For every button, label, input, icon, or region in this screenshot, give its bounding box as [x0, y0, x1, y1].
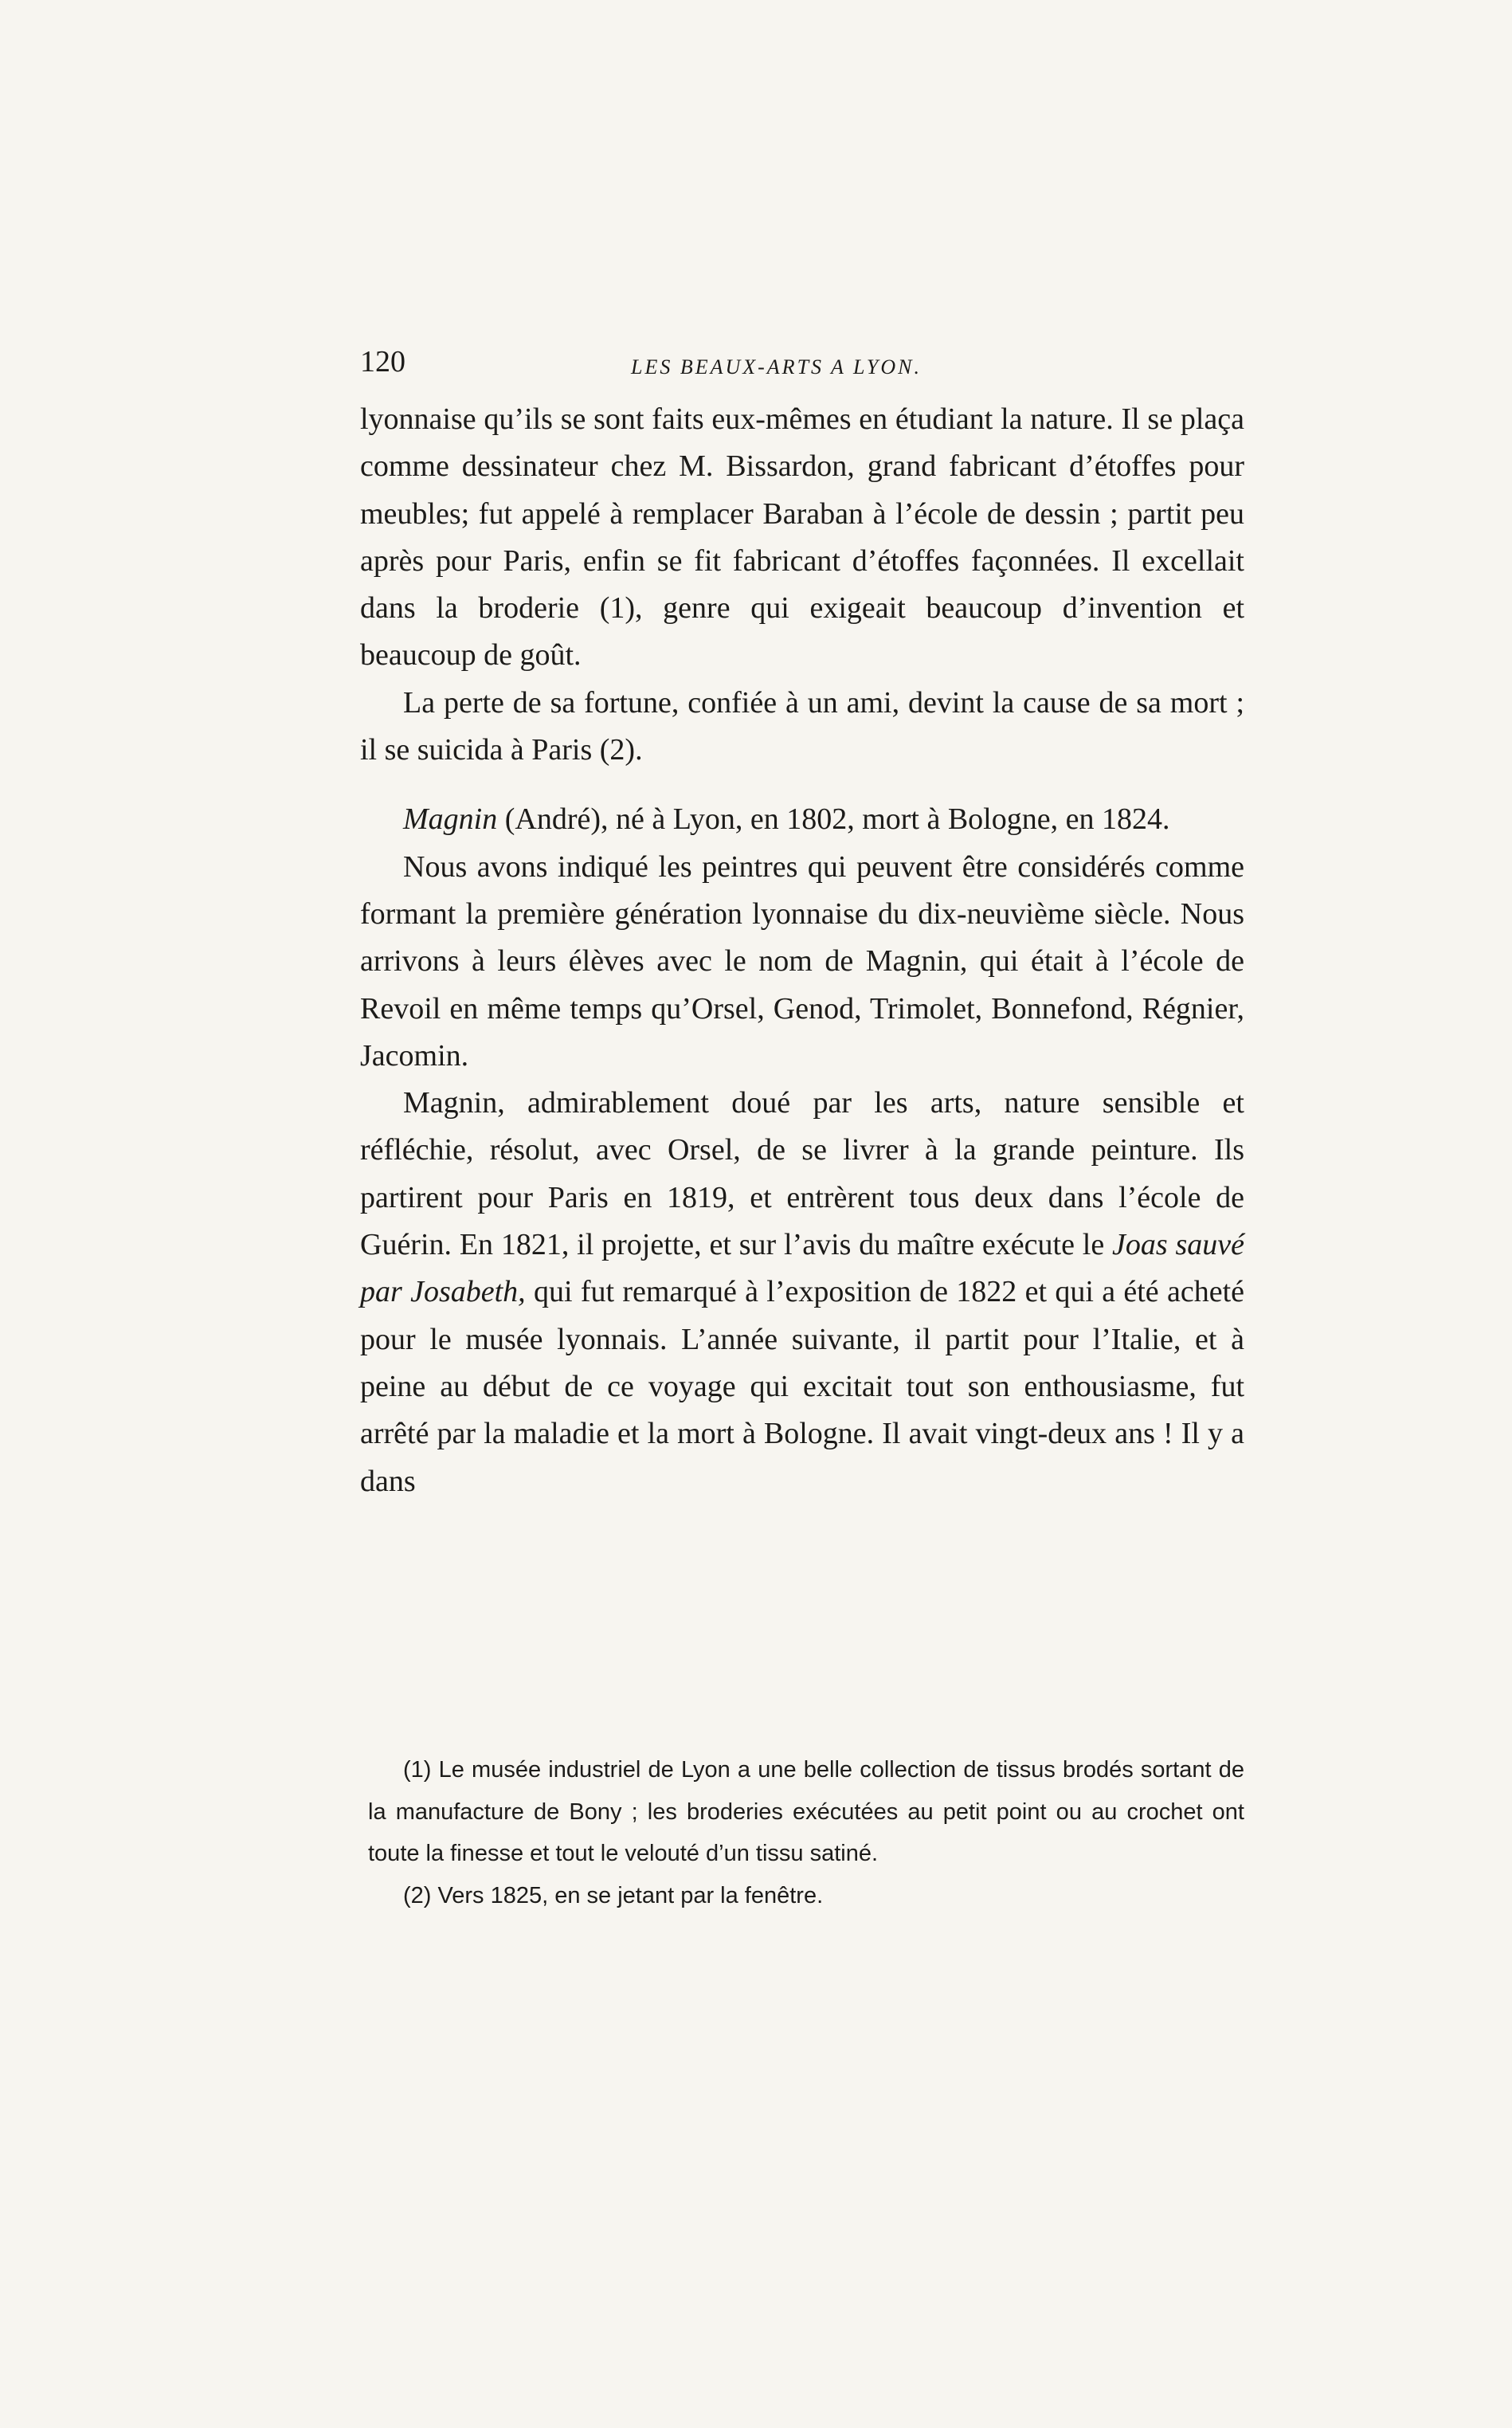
running-title: LES BEAUX-ARTS A LYON. — [631, 355, 922, 379]
entry-name: Magnin — [403, 802, 498, 837]
footnote-1: (1) Le musée industriel de Lyon a une belle collection de tissus brodés sortant de la manufacture de Bony ; les broderies exécutées au petit point ou au crochet ont toute la finesse et tout le velouté d’un tissu satiné. — [368, 1757, 1244, 1866]
footnotes — [368, 1749, 1244, 1916]
artwork-title: Joas sauvé par Josabeth, — [360, 1228, 1244, 1309]
page-number: 120 — [360, 345, 405, 379]
paragraph-continued: lyonnaise qu’ils se sont faits eux-mêmes en étudiant la nature. Il se plaça comme dessinateur chez M. Bissardon, grand fabricant d’étoffes pour meubles; fut appelé à remplacer Baraban à l’école de dessin ; partit peu après pour Paris, enfin se fit fabricant d’étoffes façonnées. Il excellait dans la broderie (1), genre qui exigeait beaucoup d’invention et beaucoup de goût. — [360, 402, 1244, 673]
paragraph: La perte de sa fortune, confiée à un ami, devint la cause de sa mort ; il se suicida à Paris (2). — [360, 685, 1244, 767]
biography-entry-heading — [360, 796, 1244, 843]
main-text — [360, 396, 1244, 1505]
paragraph: Nous avons indiqué les peintres qui peuvent être considérés comme formant la première génération lyonnaise du dix-neuvième siècle. Nous arrivons à leurs élèves avec le nom de Magnin, qui était à l’école de Revoil en même temps qu’Orsel, Genod, Trimolet, Bonnefond, Régnier, Jacomin. — [360, 849, 1244, 1073]
paragraph-text: qui fut remarqué à l’exposition de 1822 et qui a été acheté pour le musée lyonnais. L’année suivante, il partit pour l’Italie, et à peine au début de ce voyage qui excitait tout son enthousiasme, fut arrêté par la maladie et la mort à Bologne. Il avait vingt-deux ans ! Il y a dans — [360, 1275, 1244, 1498]
entry-details: (André), né à Lyon, en 1802, mort à Bologne, en 1824. — [497, 802, 1170, 837]
page-header — [360, 344, 1244, 392]
paragraph — [360, 1080, 1244, 1505]
paragraph-text: Magnin, admirablement doué par les arts, nature sensible et réfléchie, résolut, avec Orsel, de se livrer à la grande peinture. Ils partirent pour Paris en 1819, et entrèrent tous deux dans l’école de Guérin. En 1821, il projette, et sur l’avis du maître exécute le — [360, 1086, 1244, 1262]
footnote-2: (2) Vers 1825, en se jetant par la fenêtre. — [403, 1882, 824, 1908]
